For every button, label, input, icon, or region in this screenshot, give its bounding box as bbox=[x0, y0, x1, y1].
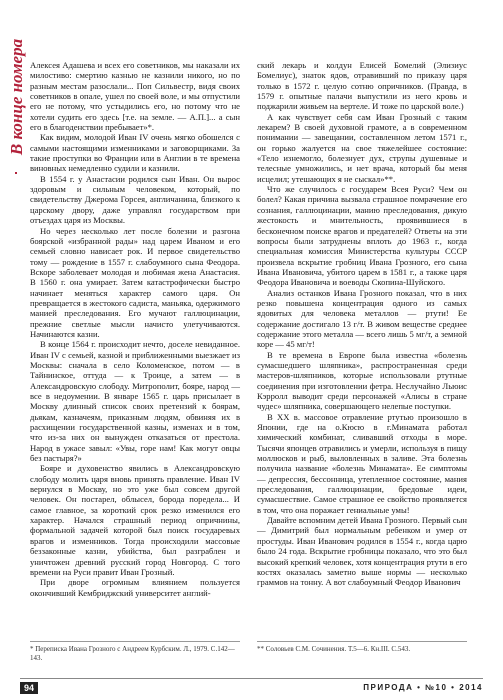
paragraph: Как видим, молодой Иван IV очень мягко обошелся с самыми настоящими изменниками и заговорщиками. За такие проступки во Франции или в Англии в те времена виновных немедленно судили и казнили. bbox=[30, 132, 240, 174]
paragraph: ский лекарь и колдун Елисей Бомелий (Элизиус Бомелиус), знаток ядов, отравивший по приказу царя только в 1572 г. целую сотню опричников. (Правда, в 1579 г. опытные палачи выпустили из него кровь и поджарили живьем на вертеле. И тоже по царской воле.) bbox=[257, 60, 467, 112]
paragraph: Давайте вспомним детей Ивана Грозного. Первый сын — Димитрий был нормальным ребенком и умер от простуды. Иван Иванович родился в 1554 г., когда царю было 24 года. Вскрытие гробницы показало, что это был высокий крепкий человек, хотя концентрация ртути в его костях оказалась заметно выше нормы — несколько граммов на тонну. А вот слабоумный Феодор Иванович bbox=[257, 515, 467, 588]
paragraph: В конце 1564 г. происходит нечто, доселе невиданное. Иван IV с семьей, казной и приближенными выезжает из Москвы: сначала в село Коломенское, потом — в Тайнинское, оттуда — к Троице, а затем — в Александровскую слободу. Митрополит, бояре, народ — все в недоумении. В январе 1565 г. царь присылает в Москву длинный список своих претензий к боярам, дьякам, казначеям, приказным людям, обвиняя их в расхищении государственной казны, изменах и в том, что из-за них он вынужден отказаться от престола. Народ в ужасе завыл: «Увы, горе нам! Как могут овцы без пастыря?» bbox=[30, 339, 240, 464]
footer-rule bbox=[20, 678, 483, 679]
paragraph: В 1554 г. у Анастасии родился сын Иван. Он вырос здоровым и сильным человеком, который, по свидетельству Джерома Горсея, англичанина, близкого к царскому двору, даже управлял государством при отъездах царя из Москвы. bbox=[30, 173, 240, 226]
paragraph: При дворе огромным влиянием пользуется окончивший Кембриджский университет англий- bbox=[30, 577, 240, 598]
paragraph: В те времена в Европе была известна «болезнь сумасшедшего шляпника», распространенная среди мастеров-шляпников, которые использовали ртутные соединения при изготовлении фетра. Неслучайно Льюис Кэрролл выводит среди персонажей «Алисы в стране чудес» шляпника, совершающего нелепые поступки. bbox=[257, 349, 467, 412]
paragraph: Бояре и духовенство явились в Александровскую слободу молить царя вновь принять правление. Иван IV вернулся в Москву, но это уже был совсем другой человек. Он постарел, облысел, борода поредела... И самое главное, за короткий срок резко изменился его характер. Начался страшный период опричнины, формальной задачей которой был поиск государевых врагов и изменников. Тогда происходили массовые беззаконные казни, убийства, был разграблен и уничтожен древний русский город Новгород. С того времени на Руси правит Иван Грозный. bbox=[30, 463, 240, 577]
paragraph: Но через несколько лет после болезни и разгона боярской «избранной рады» над царем Иваном и его семьей словно нависает рок. И первое свидетельство тому — рождение в 1557 г. слабоумного сына Феодора. Вскоре заболевает молодая и любимая жена Анастасия. В 1560 г. она умирает. Затем катастрофически быстро начинает меняться характер самого царя. Он превращается в жестокого садиста, маньяка, одержимого манией преследования. Его мучают галлюцинации, прежние светлые мысли начисто улетучиваются. Начинаются казни. bbox=[30, 225, 240, 339]
paragraph: А как чувствует себя сам Иван Грозный с таким лекарем? В своей духовной грамоте, а в современном понимании — завещании, составленном летом 1571 г., он горько жалуется на свое тяжелейшее состояние: «Тело изнемогло, болезнует дух, струпы душевные и телесные умножились, и нет врача, который бы меня исцелил; утешающих я не сыскал»**. bbox=[257, 111, 467, 184]
footnote-left: * Переписка Ивана Грозного с Андреем Курбским. Л., 1979. С.142—143. bbox=[30, 641, 240, 662]
paragraph: Что же случилось с государем Всея Руси? Чем он болел? Какая причина вызвала страшное помрачение его сознания, галлюцинации, манию преследования, дикую жестокость и мнительность, проявившиеся в бесконечном поиске врагов и предателей? Ответы на эти вопросы были затруднены вплоть до 1963 г., когда специальная комиссия Министерства культуры СССР произвела вскрытие гробниц Ивана Грозного, его сына Ивана Ивановича, убитого царем в 1581 г., а также царя Феодора Ивановича и воеводы Скопина-Шуйского. bbox=[257, 184, 467, 288]
article-column-left bbox=[30, 60, 240, 598]
paragraph: Алексея Адашева и всех его советников, мы наказали их милостиво: смертию казнью не казнили никого, но по разным местам разослали... Поп Сильвестр, видя своих советников в опале, ушел по своей воле, и мы отпустили его не потому, что устыдились его, но потому что не хотели судить его здесь [т.е. на земле. — А.П.]... а сын его в благоденствии пребывает»*. bbox=[30, 60, 240, 133]
footnote-right: ** Соловьев С.М. Сочинения. Т.5—6. Кн.III. С.543. bbox=[257, 641, 467, 654]
article-column-right bbox=[257, 60, 467, 588]
journal-issue: ПРИРОДА • №10 • 2014 bbox=[363, 683, 483, 692]
page-number: 94 bbox=[20, 682, 38, 694]
paragraph: Анализ останков Ивана Грозного показал, что в них резко повышена концентрация одного из самых ядовитых для человека металлов — ртути! Ее содержание достигало 13 г/т. В живом веществе среднее содержание этого металла — всего лишь 5 мг/т, а земной коре — 45 мг/т! bbox=[257, 287, 467, 350]
section-banner bbox=[6, 24, 28, 174]
paragraph: В XX в. массовое отравление ртутью произошло в Японии, где на о.Кюсю в г.Минамата работал химический комбинат, сливавший отходы в море. Тысячи японцев отравились и умерли, используя в пищу моллюсков и рыб, выловленных в заливе. Эта болезнь получила название «болезнь Минамата». Ее симптомы — депрессия, бессонница, утепленное состояние, мания преследования, галлюцинации, бредовые идеи, сумасшествие. Самое страшное ее свойство проявляется в том, что она поражает гениальные умы! bbox=[257, 411, 467, 515]
banner-text: В конце номера bbox=[6, 22, 28, 172]
